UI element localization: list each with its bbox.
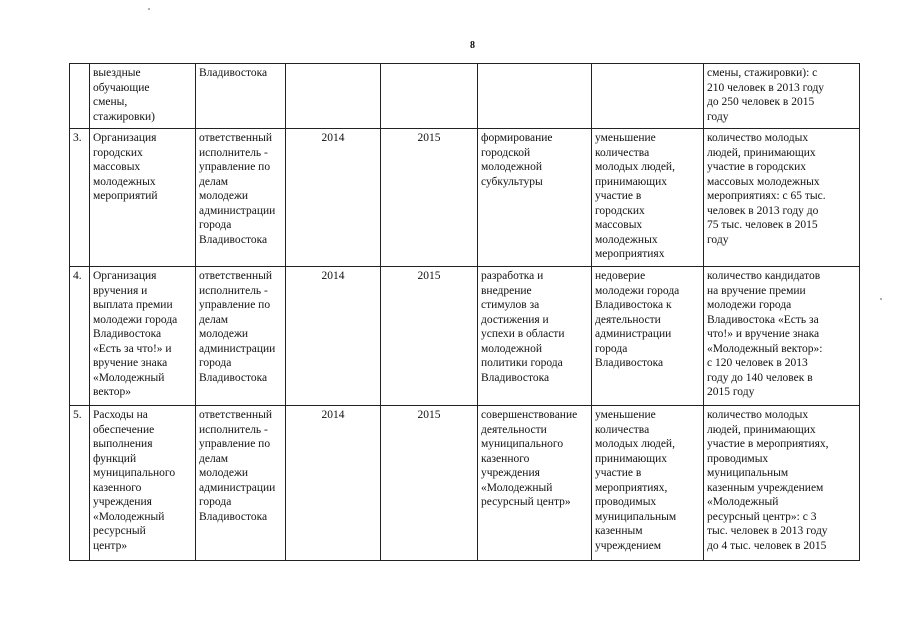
target-indicator-line: смены, стажировки): с xyxy=(707,67,818,79)
non-implementation-consequences-cell xyxy=(592,64,704,129)
row-number: 3. xyxy=(73,132,82,144)
expected-result-line: Владивостока xyxy=(481,371,550,384)
program-table xyxy=(69,63,860,561)
responsible-executor-cell xyxy=(196,267,286,406)
end-year-cell xyxy=(381,406,478,561)
measure-name-line: городских xyxy=(93,146,143,159)
row-number-cell xyxy=(70,129,90,267)
expected-result-line: муниципального xyxy=(481,438,564,450)
expected-result-line: разработка и xyxy=(481,270,544,282)
page-number: 8 xyxy=(470,40,475,51)
non-implementation-consequences-line: мероприятиях xyxy=(595,248,665,260)
non-implementation-consequences-line: принимающих xyxy=(595,175,668,188)
expected-result-cell xyxy=(478,129,592,267)
responsible-executor-line: делам xyxy=(199,175,229,188)
target-indicator-line: тыс. человек в 2013 году xyxy=(707,525,828,537)
end-year: 2015 xyxy=(417,409,441,421)
measure-name-line: «Есть за что!» и xyxy=(93,342,172,355)
target-indicator-line: году xyxy=(707,110,729,123)
responsible-executor-line: города xyxy=(199,496,232,508)
expected-result-line: ресурсный центр» xyxy=(481,496,571,508)
target-indicator-line: людей, принимающих xyxy=(707,423,816,436)
non-implementation-consequences-line: уменьшение xyxy=(595,132,656,144)
expected-result-cell xyxy=(478,64,592,129)
target-indicator-line: Владивостока «Есть за xyxy=(707,313,819,326)
measure-name-cell xyxy=(90,267,196,406)
target-indicator-line: до 4 тыс. человек в 2015 xyxy=(707,539,827,552)
non-implementation-consequences-line: молодежных xyxy=(595,233,658,246)
responsible-executor-line: Владивостока xyxy=(199,371,268,384)
measure-name-line: муниципального xyxy=(93,467,176,479)
end-year: 2015 xyxy=(417,132,441,144)
measure-name-cell xyxy=(90,129,196,267)
responsible-executor-line: делам xyxy=(199,313,229,326)
non-implementation-consequences-line: деятельности xyxy=(595,313,661,326)
row-number: 5. xyxy=(73,409,82,421)
target-indicator-line: количество молодых xyxy=(707,409,809,421)
measure-name-line: вручения и xyxy=(93,284,148,297)
start-year: 2014 xyxy=(321,270,345,282)
target-indicator-cell xyxy=(704,129,860,267)
responsible-executor-line: управление по xyxy=(199,438,271,450)
target-indicator-line: 75 тыс. человек в 2015 xyxy=(707,219,818,231)
expected-result-line: городской xyxy=(481,146,531,159)
non-implementation-consequences-line: Владивостока к xyxy=(595,299,672,311)
table-row xyxy=(70,129,860,267)
target-indicator-line: людей, принимающих xyxy=(707,146,816,159)
responsible-executor-line: исполнитель - xyxy=(199,146,268,159)
target-indicator-line: «Молодежный вектор»: xyxy=(707,342,823,355)
target-indicator-line: человек в 2013 году до xyxy=(707,204,819,217)
responsible-executor-line: молодежи xyxy=(199,467,249,479)
responsible-executor-line: ответственный xyxy=(199,270,273,282)
end-year-cell xyxy=(381,129,478,267)
expected-result-line: успехи в области xyxy=(481,328,565,340)
measure-name-line: вручение знака xyxy=(93,357,168,369)
row-number-cell xyxy=(70,406,90,561)
measure-name-line: «Молодежный xyxy=(93,371,165,384)
end-year: 2015 xyxy=(417,270,441,282)
measure-name-line: Организация xyxy=(93,270,157,282)
responsible-executor-line: администрации xyxy=(199,204,276,217)
non-implementation-consequences-line: молодежи города xyxy=(595,284,680,297)
target-indicator-line: году xyxy=(707,233,729,246)
responsible-executor-line: управление по xyxy=(199,161,271,173)
responsible-executor-line: города xyxy=(199,219,232,231)
responsible-executor-line: молодежи xyxy=(199,328,249,340)
non-implementation-consequences-line: муниципальным xyxy=(595,510,677,523)
expected-result-line: «Молодежный xyxy=(481,481,553,494)
non-implementation-consequences-line: казенным xyxy=(595,525,643,537)
start-year: 2014 xyxy=(321,132,345,144)
responsible-executor-line: Владивостока xyxy=(199,510,268,523)
non-implementation-consequences-line: молодых людей, xyxy=(595,438,675,450)
measure-name-line: вектор» xyxy=(93,386,132,398)
measure-name-line: обеспечение xyxy=(93,423,155,436)
measure-name-cell xyxy=(90,406,196,561)
non-implementation-consequences-line: участие в xyxy=(595,467,642,479)
target-indicator-line: количество молодых xyxy=(707,132,809,144)
measure-name-line: Владивостока xyxy=(93,328,162,340)
measure-name-line: мероприятий xyxy=(93,190,158,202)
target-indicator-line: муниципальным xyxy=(707,467,789,479)
end-year-cell xyxy=(381,64,478,129)
target-indicator-cell xyxy=(704,267,860,406)
target-indicator-line: что!» и вручение знака xyxy=(707,328,820,340)
expected-result-cell xyxy=(478,267,592,406)
responsible-executor-line: исполнитель - xyxy=(199,423,268,436)
measure-name-cell xyxy=(90,64,196,129)
non-implementation-consequences-line: количества xyxy=(595,423,650,436)
row-number-cell xyxy=(70,267,90,406)
responsible-executor-line: администрации xyxy=(199,342,276,355)
responsible-executor-line: ответственный xyxy=(199,409,273,421)
responsible-executor-line: управление по xyxy=(199,299,271,311)
target-indicator-line: до 250 человек в 2015 xyxy=(707,96,815,108)
measure-name-line: центр» xyxy=(93,539,128,552)
expected-result-cell xyxy=(478,406,592,561)
measure-name-line: ресурсный xyxy=(93,525,146,537)
row-number: 4. xyxy=(73,270,82,282)
responsible-executor-line: Владивостока xyxy=(199,233,268,246)
target-indicator-line: проводимых xyxy=(707,452,769,465)
non-implementation-consequences-line: уменьшение xyxy=(595,409,656,421)
expected-result-line: формирование xyxy=(481,132,553,144)
scan-speck xyxy=(148,8,150,10)
non-implementation-consequences-cell xyxy=(592,129,704,267)
target-indicator-line: 2015 году xyxy=(707,386,755,398)
target-indicator-line: на вручение премии xyxy=(707,284,806,297)
table-row xyxy=(70,64,860,129)
expected-result-line: казенного xyxy=(481,452,530,465)
target-indicator-line: мероприятиях: с 65 тыс. xyxy=(707,190,826,202)
expected-result-line: внедрение xyxy=(481,284,532,297)
target-indicator-line: 210 человек в 2013 году xyxy=(707,81,825,94)
scan-speck xyxy=(880,298,882,300)
non-implementation-consequences-cell xyxy=(592,267,704,406)
responsible-executor-line: города xyxy=(199,357,232,369)
expected-result-line: молодежной xyxy=(481,161,542,173)
target-indicator-line: молодежи города xyxy=(707,299,792,311)
responsible-executor-line: Владивостока xyxy=(199,67,268,79)
target-indicator-cell xyxy=(704,406,860,561)
expected-result-line: деятельности xyxy=(481,423,547,436)
target-indicator-line: с 120 человек в 2013 xyxy=(707,357,808,369)
measure-name-line: выплата премии xyxy=(93,299,173,311)
non-implementation-consequences-line: принимающих xyxy=(595,452,668,465)
non-implementation-consequences-line: мероприятиях, xyxy=(595,481,668,494)
end-year-cell xyxy=(381,267,478,406)
responsible-executor-line: молодежи xyxy=(199,190,249,202)
non-implementation-consequences-line: учреждением xyxy=(595,539,661,552)
responsible-executor-cell xyxy=(196,406,286,561)
non-implementation-consequences-line: проводимых xyxy=(595,496,657,508)
responsible-executor-cell xyxy=(196,129,286,267)
expected-result-line: субкультуры xyxy=(481,175,543,188)
target-indicator-line: участие в мероприятиях, xyxy=(707,438,829,450)
target-indicator-cell xyxy=(704,64,860,129)
responsible-executor-line: делам xyxy=(199,452,229,465)
measure-name-line: выполнения xyxy=(93,438,153,450)
measure-name-line: массовых xyxy=(93,161,141,173)
expected-result-line: совершенствование xyxy=(481,409,578,421)
non-implementation-consequences-line: города xyxy=(595,342,628,355)
row-number-cell xyxy=(70,64,90,129)
table-row xyxy=(70,267,860,406)
responsible-executor-line: администрации xyxy=(199,481,276,494)
expected-result-line: молодежной xyxy=(481,342,542,355)
target-indicator-line: массовых молодежных xyxy=(707,175,820,188)
measure-name-line: молодежных xyxy=(93,175,156,188)
target-indicator-line: «Молодежный xyxy=(707,496,779,508)
measure-name-line: учреждения xyxy=(93,496,152,508)
measure-name-line: стажировки) xyxy=(93,110,155,123)
target-indicator-line: ресурсный центр»: с 3 xyxy=(707,510,817,523)
non-implementation-consequences-line: недоверие xyxy=(595,270,646,282)
non-implementation-consequences-line: участие в xyxy=(595,190,642,202)
measure-name-line: функций xyxy=(93,452,137,465)
non-implementation-consequences-line: городских xyxy=(595,204,645,217)
non-implementation-consequences-line: массовых xyxy=(595,219,643,231)
non-implementation-consequences-cell xyxy=(592,406,704,561)
start-year-cell xyxy=(286,64,381,129)
non-implementation-consequences-line: количества xyxy=(595,146,650,159)
target-indicator-line: казенным учреждением xyxy=(707,481,824,494)
responsible-executor-cell xyxy=(196,64,286,129)
measure-name-line: «Молодежный xyxy=(93,510,165,523)
expected-result-line: политики города xyxy=(481,357,563,369)
measure-name-line: Расходы на xyxy=(93,409,148,421)
measure-name-line: обучающие xyxy=(93,81,150,94)
expected-result-line: стимулов за xyxy=(481,299,540,311)
expected-result-line: учреждения xyxy=(481,467,540,479)
non-implementation-consequences-line: администрации xyxy=(595,328,672,340)
measure-name-line: Организация xyxy=(93,132,157,144)
table-row xyxy=(70,406,860,561)
measure-name-line: смены, xyxy=(93,96,128,108)
target-indicator-line: количество кандидатов xyxy=(707,270,821,282)
measure-name-line: молодежи города xyxy=(93,313,178,326)
target-indicator-line: участие в городских xyxy=(707,161,807,173)
start-year: 2014 xyxy=(321,409,345,421)
expected-result-line: достижения и xyxy=(481,313,549,326)
non-implementation-consequences-line: Владивостока xyxy=(595,357,664,369)
start-year-cell xyxy=(286,129,381,267)
non-implementation-consequences-line: молодых людей, xyxy=(595,161,675,173)
responsible-executor-line: исполнитель - xyxy=(199,284,268,297)
start-year-cell xyxy=(286,406,381,561)
measure-name-line: выездные xyxy=(93,67,141,79)
target-indicator-line: году до 140 человек в xyxy=(707,371,813,384)
start-year-cell xyxy=(286,267,381,406)
measure-name-line: казенного xyxy=(93,481,142,494)
responsible-executor-line: ответственный xyxy=(199,132,273,144)
